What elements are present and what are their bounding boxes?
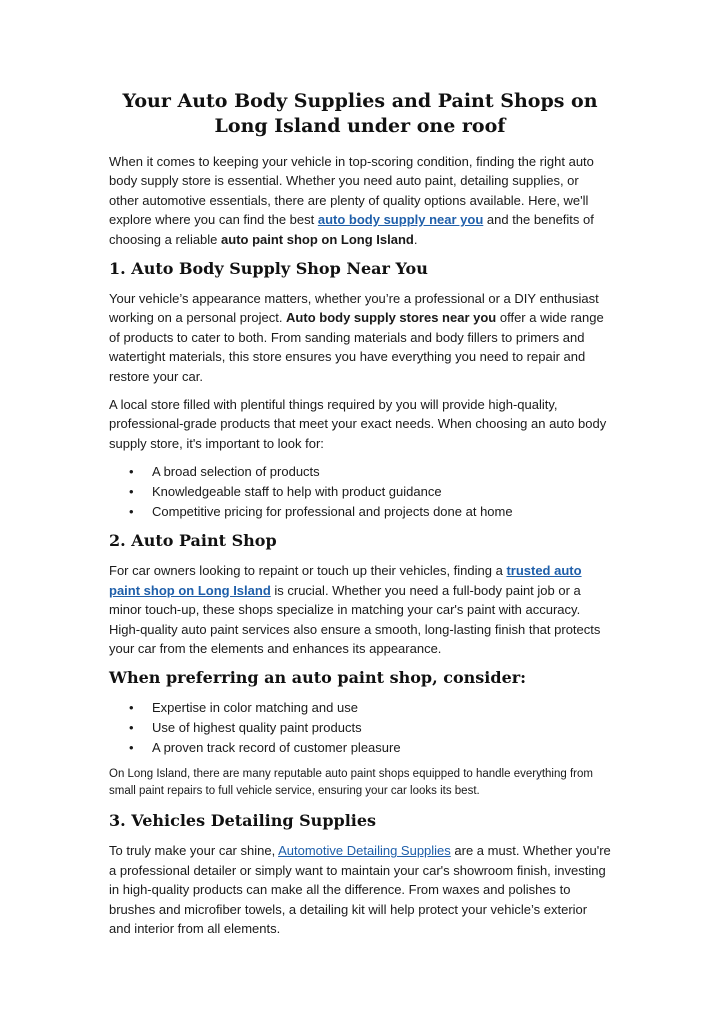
section-heading-4: 3. Vehicles Detailing Supplies: [109, 811, 377, 831]
section-2-text-2: is crucial. Whether you need a full-body paint job or a minor touch-up, these shops specialize in matching your car's paint with accuracy. High-quality auto paint services also ensure a smooth, long-lasting finish that protects your car from the elements and enhances its appearance.: [109, 582, 601, 656]
list-item-text: Knowledgeable staff to help with product guidance: [152, 484, 442, 500]
bullet-icon: •: [129, 484, 134, 500]
list-item-text: Use of highest quality paint products: [152, 720, 362, 736]
bullet-icon: •: [129, 464, 134, 480]
list-item: [109, 718, 611, 738]
list-item: [109, 462, 611, 482]
section-1-list: [109, 462, 611, 522]
list-item: [109, 482, 611, 502]
page-title: Your Auto Body Supplies and Paint Shops on Long Island under one roof: [122, 90, 598, 137]
section-1-paragraph-2: A local store filled with plentiful things required by you will provide high-quality, professional-grade products that meet your exact needs. When choosing an auto body supply store, it's important to look for:: [109, 397, 607, 451]
section-4-text-1: To truly make your car shine,: [109, 843, 279, 859]
paint-shop-link[interactable]: trusted auto paint shop on Long Island: [109, 563, 582, 598]
auto-body-supply-link[interactable]: auto body supply near you: [317, 212, 484, 228]
section-3-list: [109, 698, 611, 758]
section-2-text-1: For car owners looking to repaint or touch up their vehicles, finding a: [109, 563, 507, 579]
section-1-text-2: offer a wide range of products to cater to both. From sanding materials and body fillers to primers and watertight materials, this store ensures you have everything you need to repair and restore your car.: [109, 310, 604, 384]
list-item-text: A broad selection of products: [152, 464, 320, 480]
section-1-bold: Auto body supply stores near you: [286, 310, 497, 326]
detailing-supplies-link[interactable]: Automotive Detailing Supplies: [278, 843, 451, 859]
section-4-text-2: are a must. Whether you're a professional detailer or simply want to maintain your car's showroom finish, investing in high-quality products can make all the difference. From waxes and polishes to brushes and microfiber towels, a detailing kit will help protect your vehicle’s exterior and interior from all elements.: [109, 843, 611, 936]
list-item-text: Expertise in color matching and use: [152, 700, 358, 716]
intro-paragraph: [109, 152, 611, 249]
section-4-paragraph: [109, 841, 611, 938]
section-3-note: On Long Island, there are many reputable auto paint shops equipped to handle everything from small paint repairs to full vehicle service, ensuring your car looks its best.: [109, 768, 593, 798]
bullet-icon: •: [129, 504, 134, 520]
intro-text-1: When it comes to keeping your vehicle in top-scoring condition, finding the right auto body supply store is essential. Whether you need auto paint, detailing supplies, or other automotive essentials, there are plenty of quality options available. Here, we'll explore where you can find the best: [109, 154, 594, 228]
section-heading-3: When preferring an auto paint shop, consider:: [109, 668, 527, 688]
list-item-text: A proven track record of customer pleasure: [152, 740, 401, 756]
list-item: [109, 502, 611, 522]
intro-text-2: and the benefits of choosing a reliable: [109, 212, 594, 247]
section-heading-2: 2. Auto Paint Shop: [109, 531, 277, 551]
section-heading-1: 1. Auto Body Supply Shop Near You: [109, 259, 428, 279]
bullet-icon: •: [129, 700, 134, 716]
bullet-icon: •: [129, 740, 134, 756]
section-1-text-1: Your vehicle’s appearance matters, whether you’re a professional or a DIY enthusiast working on a personal project.: [109, 291, 599, 326]
intro-text-3: .: [413, 231, 418, 247]
bullet-icon: •: [129, 720, 134, 736]
list-item: [109, 698, 611, 718]
article: [109, 89, 611, 947]
section-1-paragraph-1: [109, 289, 611, 386]
list-item-text: Competitive pricing for professional and projects done at home: [152, 504, 513, 520]
intro-bold: auto paint shop on Long Island: [221, 231, 414, 247]
list-item: [109, 738, 611, 758]
section-2-paragraph: [109, 561, 611, 658]
